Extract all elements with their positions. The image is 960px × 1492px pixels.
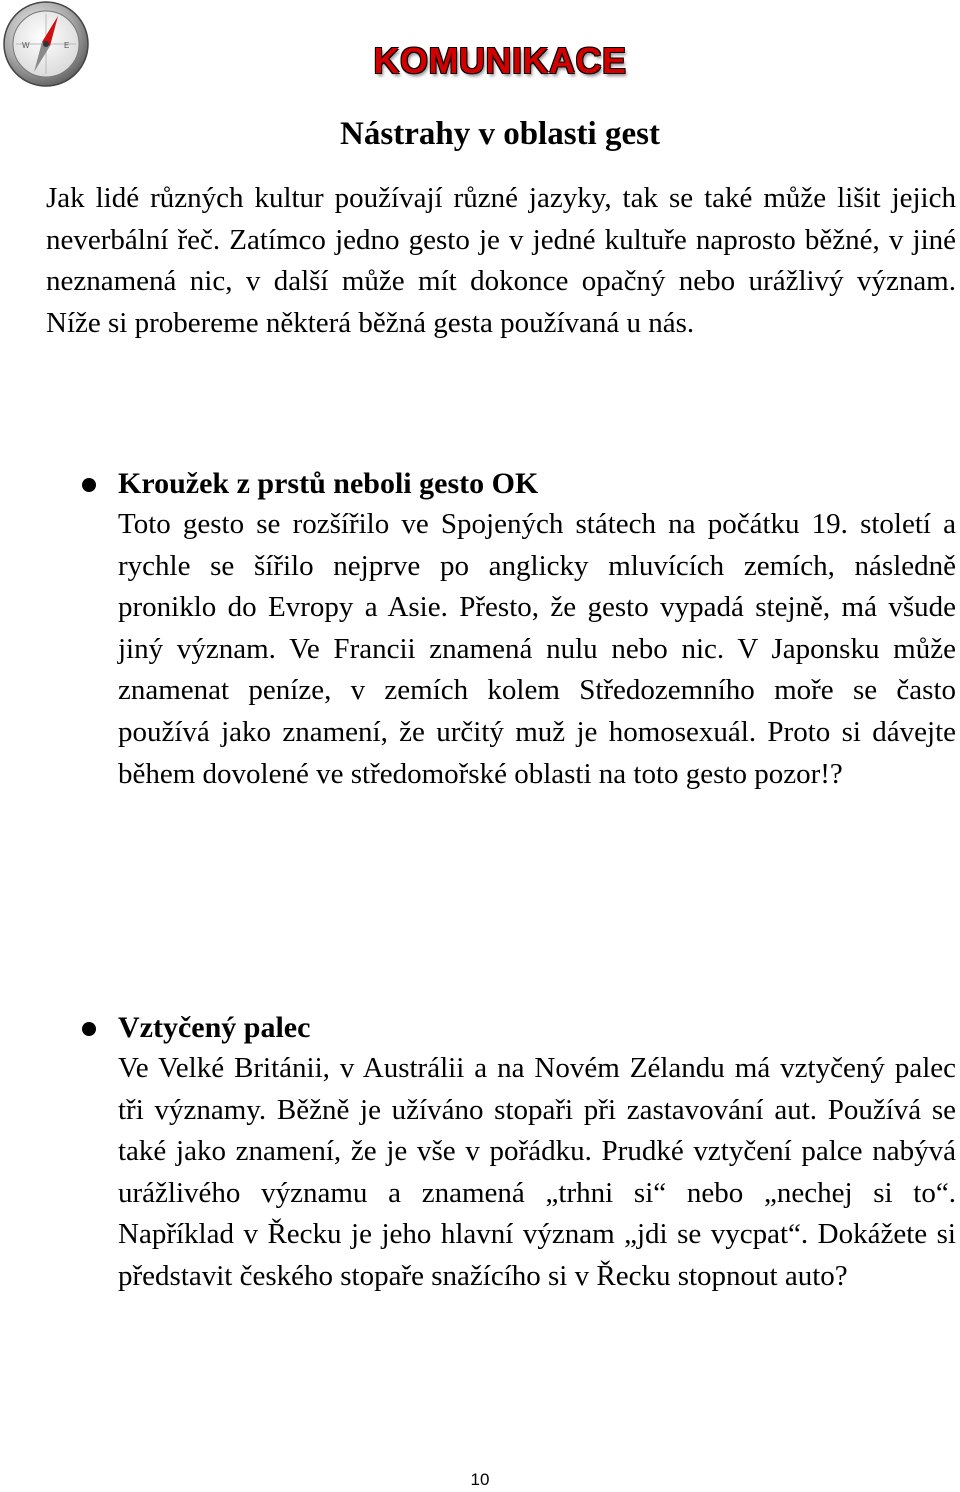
bullet-icon bbox=[82, 478, 96, 492]
svg-text:E: E bbox=[64, 41, 70, 50]
header-title: KOMUNIKACE bbox=[373, 40, 627, 81]
section-body-ok-gesture: Toto gesto se rozšířilo ve Spojených státech na počátku 19. století a rychle se šířilo nejprve po anglicky mluvících zemích, následně proniklo do Evropy a Asie. Přesto, že gesto vypadá stejně, má všude jiný význam. Ve Francii znamená nulu nebo nic. V Japonsku může znamenat peníze, v zemích kolem Středozemního moře se často používá jako znamení, že určitý muž je homosexuál. Proto si dávejte během dovolené ve středomořské oblasti na toto gesto pozor!? bbox=[118, 508, 956, 790]
bullet-icon bbox=[82, 1022, 96, 1036]
section-title-ok-gesture: Kroužek z prstů neboli gesto OK bbox=[118, 467, 539, 500]
page-subtitle: Nástrahy v oblasti gest bbox=[340, 116, 660, 152]
section-body-thumbs-up: Ve Velké Británii, v Austrálii a na Novém Zélandu má vztyčený palec tři významy. Běžně je užíváno stopaři při zastavování aut. Používá se také jako znamení, že je vše v pořádku. Prudké vztyčení palce nabývá urážlivého významu a znamená „trhni si“ nebo „nechej si to“. Například v Řecku je jeho hlavní význam „jdi se vycpat“. Dokážete si představit českého stopaře snažícího si v Řecku stopnout auto? bbox=[118, 1052, 956, 1292]
intro-paragraph: Jak lidé různých kultur používají různé jazyky, tak se také může lišit jejich neverbální řeč. Zatímco jedno gesto je v jedné kultuře naprosto běžné, v jiné neznamená nic, v další může mít dokonce opačný nebo urážlivý význam. Níže si probereme některá běžná gesta používaná u nás. bbox=[46, 182, 956, 339]
section-title-thumbs-up: Vztyčený palec bbox=[118, 1011, 311, 1044]
svg-text:W: W bbox=[22, 41, 30, 50]
compass-icon bbox=[0, 0, 92, 92]
page-number: 10 bbox=[470, 1470, 490, 1489]
